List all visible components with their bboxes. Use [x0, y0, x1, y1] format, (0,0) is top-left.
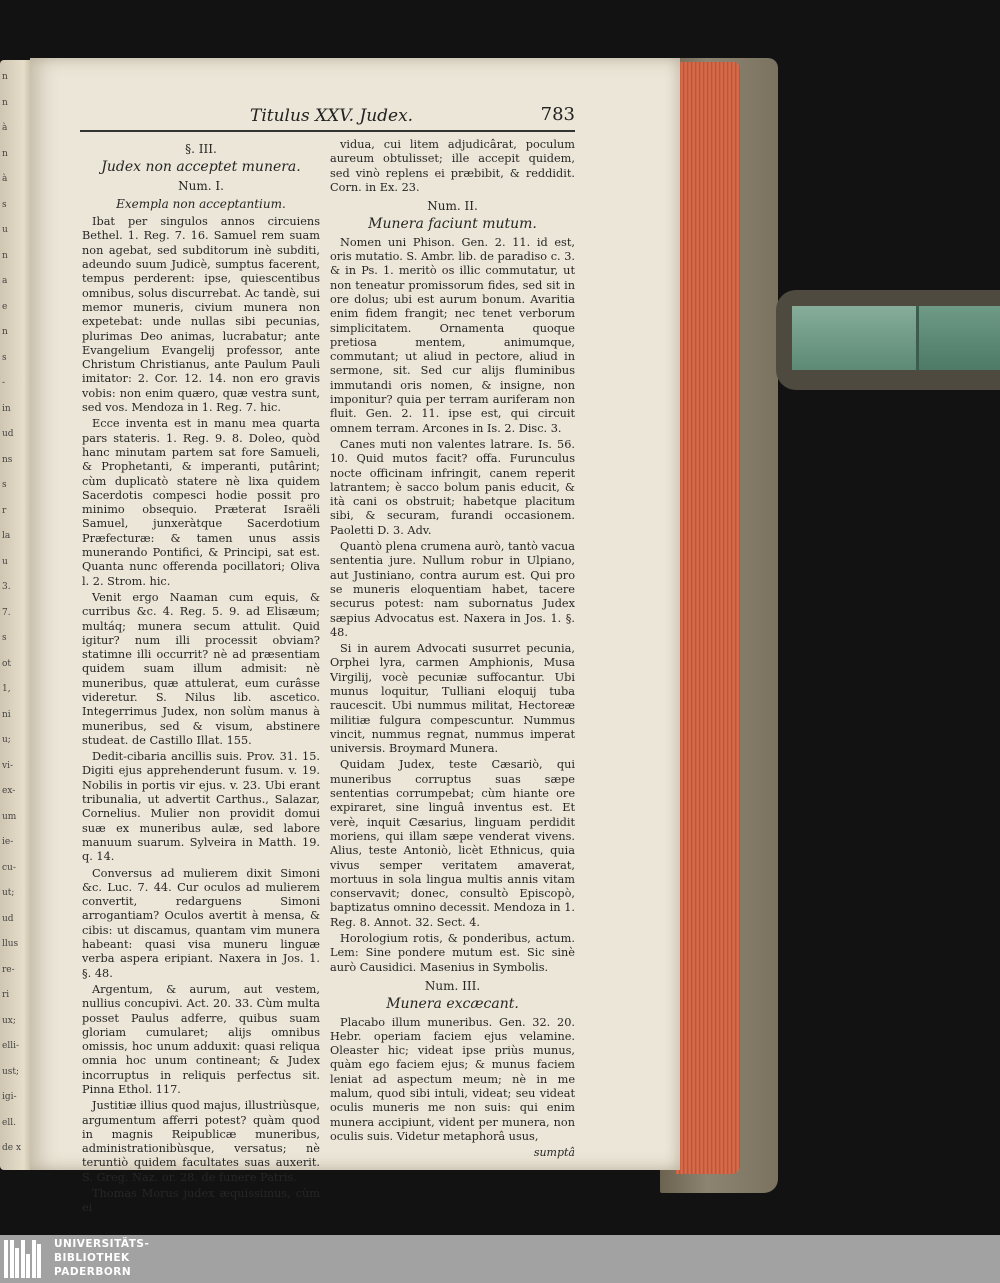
left-page-fragment: ut;	[2, 888, 15, 898]
text-paragraph: Quantò plena crumena aurò, tantò vacua sententia jure. Nullum robur in Ulpiano, aut Justiniano, contra aurum est. Qui pro se muneris eloquentiam habet, tacere securus potest: nam subornatus Judex sæpius Advocatus est. Naxera in Jos. 1. §. 48.	[330, 540, 575, 639]
text-paragraph: Argentum, & aurum, aut vestem, nullius concupivi. Act. 20. 33. Cùm multa posset Paulus adferre, quibus suam gloriam cumularet; alijs omnibus omissis, hoc unum adduxit: quasi reliqua omnia hoc unum contineant; & Judex incorruptus in reliquis perfectus sit. Pinna Ethol. 117.	[82, 982, 320, 1096]
left-page-fragment: elli-	[2, 1041, 20, 1051]
library-logo-icon	[4, 1240, 44, 1278]
left-page-fragment: n	[2, 97, 8, 108]
left-page-fragment: ni	[2, 709, 11, 720]
left-page-fragment: cu-	[2, 862, 16, 873]
left-page-fragment: r	[2, 505, 7, 516]
text-paragraph: Dedit-cibaria ancillis suis. Prov. 31. 15. Digiti ejus apprehenderunt fusum. v. 19. Nobilis in portis vir ejus. v. 23. Ubi erant tribunalia, ut advertit Carthus., Salazar, Cornelius. Mulier non providit domui suæ ex muneribus aulæ, sed labore manuum suarum. Sylveira in Matth. 19. q. 14.	[82, 750, 320, 864]
right-text-column	[330, 138, 575, 1160]
left-page-fragment: u;	[2, 735, 11, 745]
section-label: §. III.	[185, 142, 217, 156]
library-footer	[0, 1235, 1000, 1283]
text-paragraph: Thomas Morus judex æquissimus, cùm ei	[82, 1187, 320, 1215]
clasp-plate	[792, 306, 919, 370]
left-page-fragment: re-	[2, 964, 15, 975]
left-page-fragment: de x	[2, 1143, 22, 1153]
left-page-fragment: ns	[2, 454, 13, 465]
text-paragraph: Si in aurem Advocati susurret pecunia, Orphei lyra, carmen Amphionis, Musa Virgilij, vocè pecuniæ suffocantur. Ubi munus loquitur, Tulliani eloquij tuba raucescit. Ubi nummus militat, Hectoreæ militiæ fulgura compescuntur. Nummus vincit, nummus regnat, nummus imperat universis. Broymard Munera.	[330, 642, 575, 756]
text-paragraph: Conversus ad mulierem dixit Simoni &c. Luc. 7. 44. Cur oculos ad mulierem convertit, redarguens Simoni arrogantiam? Oculos avertit à mensa, & cibis: ut discamus, quantam vim munera habeant: quasi visa muneru linguæ verba aspera eripiant. Naxera in Jos. 1. §. 48.	[82, 866, 320, 980]
left-page-fragment: s	[2, 199, 7, 210]
left-page-fragment: 7.	[2, 607, 11, 618]
section-label: Exempla non acceptantium.	[116, 196, 286, 211]
left-page-fragment: ex-	[2, 786, 16, 796]
left-page-fragment: um	[2, 811, 17, 822]
section-heading: Munera excæcant.	[386, 996, 519, 1013]
left-page-fragment: 1,	[2, 684, 11, 694]
section-heading: Judex non acceptet munera.	[101, 159, 301, 176]
left-page-fragment: u	[2, 225, 8, 235]
left-page-fragment: n	[2, 72, 8, 82]
text-paragraph: Justitiæ illius quod majus, illustriùsque, argumentum afferri potest? quàm quod in magnis Reipublicæ muneribus, administrationibùsque, versatus; nè teruntiò quidem facultates suas auxerit. S. Greg. Naz. or. 28. de funere Patris.	[82, 1099, 320, 1184]
left-page-fragment: ell.	[2, 1117, 16, 1128]
library-name-line: UNIVERSITÄTS-	[54, 1238, 150, 1250]
left-page-fragment: igi-	[2, 1092, 17, 1102]
section-label: Num. III.	[424, 978, 481, 993]
left-page-fragment: 3.	[2, 582, 11, 592]
library-name-line: BIBLIOTHEK	[54, 1252, 130, 1264]
left-page-fragment: in	[2, 403, 11, 414]
catchword: sumptâ	[533, 1146, 575, 1160]
text-paragraph: Horologium rotis, & ponderibus, actum. Lem: Sine pondere mutum est. Sic sinè aurò Causidici. Masenius in Symbolis.	[330, 932, 575, 974]
left-page-fragment: s	[2, 480, 7, 490]
section-heading: Munera faciunt mutum.	[368, 216, 537, 233]
logo-bar	[37, 1244, 41, 1278]
left-page-fragment: ud	[2, 913, 14, 924]
left-page-fragment: n	[2, 250, 8, 261]
logo-bar	[10, 1240, 14, 1278]
page-number: 783	[540, 104, 575, 125]
left-page-fragment: ux;	[2, 1015, 16, 1026]
left-page-fragment: vi-	[2, 760, 14, 771]
left-page-fragment: n	[2, 148, 8, 159]
left-page-fragment: llus	[2, 939, 19, 949]
logo-bar	[15, 1248, 19, 1278]
text-paragraph: Ibat per singulos annos circuiens Bethel. 1. Reg. 7. 16. Samuel rem suam non agebat, sed subditorum inè subditi, adeundo suum Judicè, sumptus facerent, tempus perderent: ipse, quiescentibus omnibus, solus discurrebat. Ac tandè, sui memor muneris, civium munera non expetebat: unde nullas sibi pecunias, plurimas Deo animas, lucrabatur; ante Evangelium Evangelij professor, ante Christum Christianus, ante Paulum Pauli imitator: 2. Cor. 12. 14. non ero gravis vobis: non enim quæro, quæ vestra sunt, sed vos. Mendoza in 1. Reg. 7. hic.	[82, 215, 320, 415]
left-page-fragment: n	[2, 327, 8, 337]
left-page-fragment: ri	[2, 990, 10, 1000]
left-page-fragment: s	[2, 352, 7, 363]
text-paragraph: Nomen uni Phison. Gen. 2. 11. id est, oris mutatio. S. Ambr. lib. de paradiso c. 3. & in Ps. 1. meritò os illic commutatur, ut non teneatur promissorum fides, sed sit in ore dolus; ubi est aurum bonum. Avaritia enim fidem frangit; nec tenet verborum simplicitatem. Ornamenta quoque pretiosa mentem, animumque, commutant; ut aliud in pectore, aliud in sermone, sit. Sed cur alijs fluminibus immutandi oris nomen, & insigne, non imponitur? quia per terram auriferam non fluit. Gen. 2. 11. ipse est, qui circuit omnem terram. Arcones in Is. 2. Disc. 3.	[330, 235, 575, 435]
page-header	[80, 104, 575, 132]
text-paragraph: Venit ergo Naaman cum equis, & curribus &c. 4. Reg. 5. 9. ad Elisæum; multáq; munera secum attulit. Quid igitur? num illi processit obviam? statimne illi occurrit? nè ad præsentiam quidem suam illum admisit: nè muneribus, quæ attulerat, eum curâsse videretur. S. Nilus lib. ascetico. Integerrimus Judex, non solùm manus à muneribus, sed & visum, abstinere studeat. de Castillo Illat. 155.	[82, 590, 320, 747]
logo-bar	[32, 1240, 36, 1278]
left-page-fragment: ust;	[2, 1066, 20, 1077]
left-page-edge	[0, 60, 34, 1170]
library-name-line: PADERBORN	[54, 1266, 132, 1278]
left-page-fragment: ie-	[2, 837, 14, 847]
left-page-fragment: u	[2, 556, 8, 567]
text-paragraph: Ecce inventa est in manu mea quarta pars stateris. 1. Reg. 9. 8. Doleo, quòd hanc minutam partem sat fore Samueli, & Prophetanti, & imperanti, putârint; cùm duplicatò statere nè lixa quidem Sacerdotis compesci hodie possit pro minimo obsequio. Præterat Israëli Samuel, junxeràtque Sacerdotium Præfecturæ: & tamen unus assis munerando Pontifici, & Principi, sat est. Quanta nunc offerenda pocillatori; Oliva l. 2. Strom. hic.	[82, 417, 320, 588]
text-paragraph: vidua, cui litem adjudicârat, poculum aureum obtulisset; ille accepit quidem, sed vinò replens ei præbibit, & reddidit. Corn. in Ex. 23.	[330, 138, 575, 194]
left-page-fragment: a	[2, 276, 8, 286]
left-page-fragment: -	[2, 378, 6, 388]
section-label: Num. I.	[178, 178, 224, 193]
section-label: Num. II.	[427, 199, 478, 214]
logo-bar	[21, 1240, 25, 1278]
left-page-fragment: la	[2, 531, 11, 541]
left-page-fragment: e	[2, 301, 8, 312]
left-page-fragment: ot	[2, 658, 12, 669]
red-page-edge	[676, 62, 740, 1174]
left-page-fragment: à	[2, 123, 8, 133]
left-page-fragment: ud	[2, 429, 14, 439]
library-name	[54, 1237, 149, 1279]
text-paragraph: Placabo illum muneribus. Gen. 32. 20. Hebr. operiam faciem ejus velamine. Oleaster hic; videat ipse priùs munus, quàm ego faciem ejus; & munus faciem leniat ad aspectum meum; nè in me malum, quod sibi intuli, videat; seu videat oculis muneris me non suis: qui enim munera accipiunt, vident per munera, non oculis suis. Videtur metaphorâ usus,	[330, 1015, 575, 1143]
text-paragraph: Canes muti non valentes latrare. Is. 56. 10. Quid mutos facit? offa. Furunculus nocte officinam infringit, canem reperit latrantem; è sacco bolum panis educit, & ità cani os obstruit; habetque placitum sibi, & securam, furandi occasionem. Paoletti D. 3. Adv.	[330, 437, 575, 537]
running-title: Titulus XXV. Judex.	[250, 106, 414, 126]
left-page-fragment: s	[2, 633, 7, 643]
logo-bar	[4, 1240, 8, 1278]
logo-bar	[26, 1254, 30, 1278]
text-paragraph: Quidam Judex, teste Cæsariò, qui muneribus corruptus suas sæpe sententias corrumpebat; cùm hiante ore expiraret, sine linguâ inventus est. Et verè, inquit Cæsarius, linguam perdidit moriens, qui illam sæpe venderat vivens. Alius, teste Antoniò, licèt Ethnicus, quia vivus semper veritatem amaverat, mortuus in sola lingua multis annis vitam conservavit; donec, consultò Episcopò, baptizatus omnino decessit. Mendoza in 1. Reg. 8. Annot. 32. Sect. 4.	[330, 758, 575, 929]
left-text-column	[82, 138, 320, 1218]
left-page-fragment: à	[2, 174, 8, 184]
